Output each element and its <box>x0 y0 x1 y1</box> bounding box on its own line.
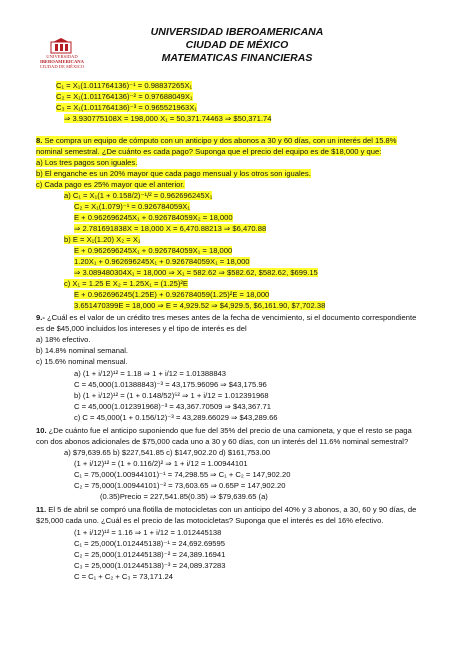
text-line: 3.651470399E = 18,000 ⇒ E = 4,929.52 ⇒ $4,929.5, $6,161.90, $7,702.38 <box>74 301 326 310</box>
logo-line-3: CIUDAD DE MÉXICO <box>39 64 85 69</box>
header-university: UNIVERSIDAD IBEROAMERICANA <box>150 26 324 38</box>
text-line: 10. ¿De cuánto fue el anticipo suponiendo que fue del 35% del precio de una camioneta, y que el resto se paga <box>36 426 412 435</box>
text-line: b) El enganche es un 20% mayor que cada pago mensual y los otros son iguales. <box>36 169 311 178</box>
text-line: c) C = 45,000(1 + 0.156/12)⁻³ = 43,289.66029 ⇒ $43,289.66 <box>74 413 278 422</box>
text-line: ⇒ 3.930775108X = 198,000 X₁ = 50,371.74463 ⇒ $50,371.74 <box>64 114 272 123</box>
text-line: ⇒ 3.089480304X₁ = 18,000 ⇒ X₁ = 582.62 ⇒ $582.62, $582.62, $699.15 <box>74 268 318 277</box>
text-line: (0.35)Precio = 227,541.85(0.35) ⇒ $79,639.65 (a) <box>100 492 268 501</box>
text-line: a) Los tres pagos son iguales. <box>36 158 138 167</box>
header-course: MATEMATICAS FINANCIERAS <box>161 52 313 64</box>
text-line: 8. Se compra un equipo de cómputo con un anticipo y dos abonos a 30 y 60 días, con un interés del 15.8% <box>36 136 397 145</box>
text-line: b) (1 + i/12)¹² = (1 + 0.148/52)⁵² ⇒ 1 + i/12 = 1.012391968 <box>74 391 269 400</box>
text-line: a) $79,639.65 b) $227,541.85 c) $147,902.20 d) $161,753.00 <box>64 448 271 457</box>
text-line: C₃ = 25,000(1.012445138)⁻³ = 24,089.37283 <box>74 561 226 570</box>
text-line: C₂ = X₁(1.011764136)⁻² = 0.97688049X₁ <box>56 92 193 101</box>
text-line: con dos abonos adicionales de $75,000 cada uno a 30 y 60 días, con un interés del 11.6% nominal semestral? <box>36 437 409 446</box>
text-line: C₃ = X₁(1.011764136)⁻³ = 0.965521963X₁ <box>56 103 197 112</box>
text-line: 1.20X₁ + 0.962696245X₁ + 0.926784059X₁ = 18,000 <box>74 257 250 266</box>
text-line: $25,000 cada uno. ¿Cuál es el precio de las motocicletas? Suponga que el interés es del 16% efectivo. <box>36 516 384 525</box>
text-line: C = 45,000(1.01388843)⁻³ = 43,175.96096 ⇒ $43,175.96 <box>74 380 267 389</box>
text-line: c) 15.6% nominal mensual. <box>36 357 128 366</box>
logo-line-1: UNIVERSIDAD <box>46 54 78 59</box>
text-line: C₁ = X₁(1.011764136)⁻¹ = 0.98837265X₁ <box>56 81 193 90</box>
text-line: es de $45,000 incluidos los intereses y el tipo de interés es del <box>36 324 247 333</box>
text-line: E + 0.962696245X₁ + 0.926784059X₁ = 18,000 <box>74 246 233 255</box>
text-line: a) 18% efectivo. <box>36 335 91 344</box>
text-line: 11. El 5 de abril se compró una flotilla de motocicletas con un anticipo del 40% y 3 abonos, a 30, 60 y 90 días, de <box>36 505 417 514</box>
text-line: b) E = X₁(1.20) X₂ = X₁ <box>64 235 141 244</box>
text-line: ⇒ 2.781691838X = 18,000 X = 6,470.88213 ⇒ $6,470.88 <box>74 224 267 233</box>
text-line: (1 + i/12)¹² = 1.16 ⇒ 1 + i/12 = 1.012445138 <box>74 528 222 537</box>
text-line: C₁ = 75,000(1.00944101)⁻¹ = 74,298.55 ⇒ C₁ + C₂ = 147,902.20 <box>74 470 291 479</box>
text-line: 9.- ¿Cuál es el valor de un crédito tres meses antes de la fecha de vencimiento, si el documento correspondiente <box>36 313 417 322</box>
text-line: c) X₁ = 1.25 E X₂ = 1.25X₁ = (1.25)²E <box>64 279 188 288</box>
text-line: E + 0.962696245(1.25E) + 0.926784059(1.25)²E = 18,000 <box>74 290 270 299</box>
text-line: E + 0.962696245X₁ + 0.926784059X₂ = 18,000 <box>74 213 233 222</box>
text-line: C = C₁ + C₂ + C₃ = 73,171.24 <box>74 572 173 581</box>
text-line: nominal semestral. ¿De cuánto es cada pago? Suponga que el precio del equipo es de $18,000 y que: <box>36 147 382 156</box>
text-line: C₂ = 75,000(1.00944101)⁻² = 73,603.65 ⇒ 0.65P = 147,902.20 <box>74 481 286 490</box>
text-line: a) C₁ = X₁(1 + 0.158/2)⁻¹/² = 0.962696245X₁ <box>64 191 213 200</box>
text-line: a) (1 + i/12)¹² = 1.18 ⇒ 1 + i/12 = 1.01388843 <box>74 369 227 378</box>
text-line: b) 14.8% nominal semanal. <box>36 346 129 355</box>
text-line: C₁ = 25,000(1.012445138)⁻¹ = 24,692.69595 <box>74 539 225 548</box>
text-line: c) Cada pago es 25% mayor que el anterior. <box>36 180 185 189</box>
text-line: C₂ = 25,000(1.012445138)⁻² = 24,389.16941 <box>74 550 226 559</box>
header-city: CIUDAD DE MÉXICO <box>185 39 289 51</box>
text-line: C = 45,000(1.012391968)⁻³ = 43,367.70509 ⇒ $43,367.71 <box>74 402 271 411</box>
text-line: (1 + i/12)¹² = (1 + 0.116/2)² ⇒ 1 + i/12 = 1.00944101 <box>74 459 248 468</box>
logo-line-2: IBEROAMERICANA <box>40 59 84 64</box>
text-line: C₂ = X₁(1.079)⁻¹ = 0.926784059X₁ <box>74 202 190 211</box>
document-header <box>0 26 474 65</box>
